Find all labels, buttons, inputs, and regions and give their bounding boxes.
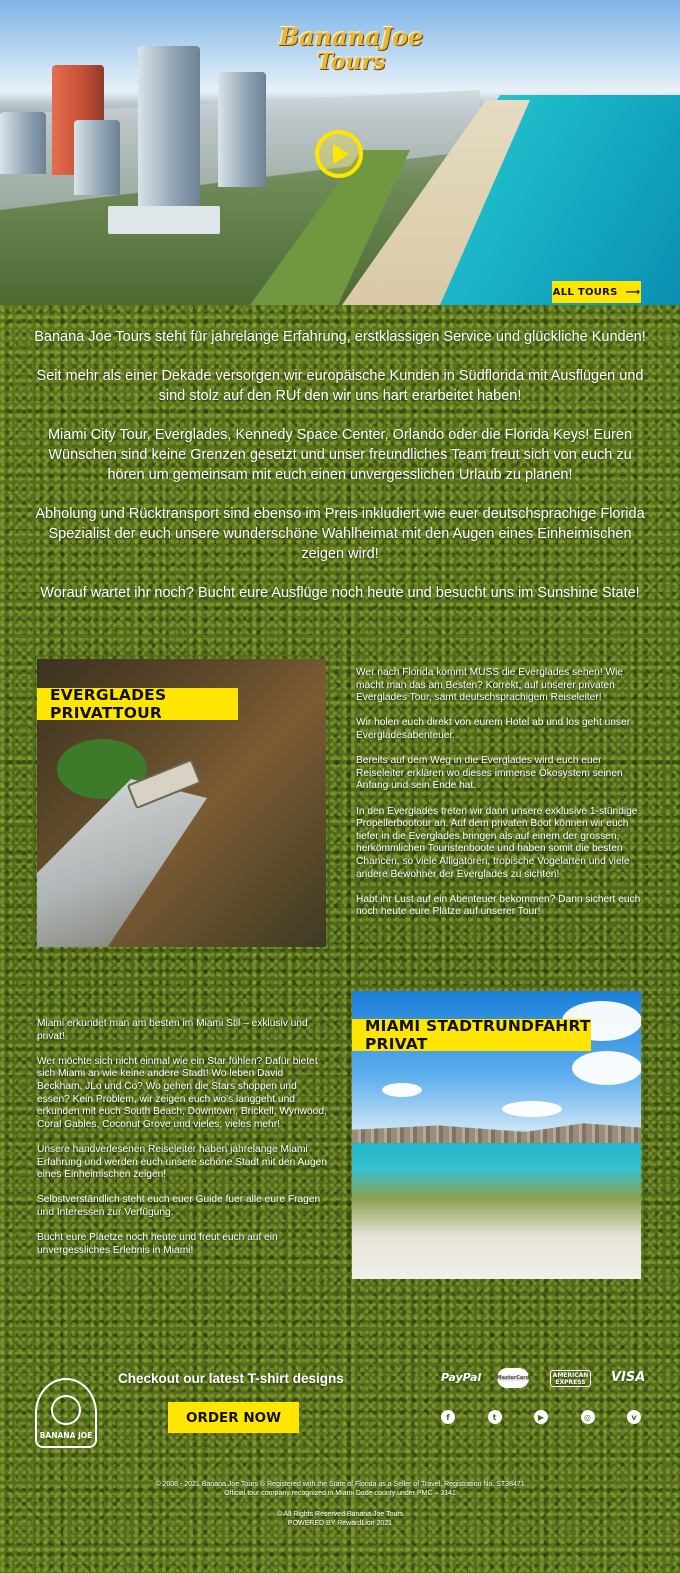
- miami-tour-description: [37, 1018, 327, 1270]
- play-icon: [333, 144, 349, 164]
- copyright-notice: [190, 1510, 490, 1528]
- mastercard-logo: MasterCard: [497, 1368, 529, 1388]
- hero-building: [74, 120, 120, 195]
- social-links: [441, 1410, 641, 1424]
- legal-line: © 2008 - 2021 Banana Joe Tours ® Registered with the State of Florida as a Seller of Travel, Registration No. ST38471: [155, 1481, 525, 1488]
- youtube-icon[interactable]: ▶: [534, 1410, 548, 1424]
- intro-paragraph: Banana Joe Tours steht für jahrelange Erfahrung, erstklassigen Service und glückliche Kunden!: [34, 329, 646, 345]
- twitter-icon[interactable]: t: [488, 1410, 502, 1424]
- tour-paragraph: Selbstverständlich steht euch euer Guide fuer alle eure Fragen und Interessen zur Verfügung.: [37, 1194, 321, 1218]
- intro-paragraph: Miami City Tour, Everglades, Kennedy Space Center, Orlando oder die Florida Keys! Euren Wünschen sind keine Grenzen gesetzt und unser freundliches Team freut sich von euch zu hören um gemeinsam mit euch einen unvergesslichen Urlaub zu planen!: [47, 427, 633, 483]
- site-logo[interactable]: [278, 12, 424, 86]
- hero-building-base: [108, 206, 220, 234]
- tour-paragraph: Wer möchte sich nicht einmal wie ein Star fühlen? Dafür bietet sich Miami an wie keine andere Stadt! Wo leben David Beckham, JLo und Co? Wo gehen die Stars shoppen und essen? Kein Problem, wir zeigen euch wo's langgeht und erkunden mit euch South Beach, Downtown, Brickell, Wynwood, Coral Gables, Coconut Grove und vieles, vieles mehr!: [37, 1055, 327, 1130]
- tour-paragraph: In den Everglades treten wir dann unsere exklusive 1-stündige Propellerbootour an. Auf dem privaten Boot können wir euch tiefer in die Everglades bringen als auf einem der grossen, herkömmlichen Touristenboote und haben somit die besten Chancen, so viele Alligatoren, tropische Vogelarten und viele andere Bewohner der Everglades zu sichten!: [356, 805, 638, 880]
- logo-text-line1: BananaJoe: [278, 22, 424, 51]
- tour-paragraph: Bereits auf dem Weg in die Everglades wird euch euer Reiseleiter erklären wo dieses immense Ökosystem seinen Anfang und sein Ende hat.: [356, 755, 623, 792]
- image-skyline: [352, 1121, 641, 1143]
- image-boat-wake: [37, 779, 207, 947]
- vimeo-icon[interactable]: v: [627, 1410, 641, 1424]
- everglades-tour-description: [356, 667, 641, 931]
- all-tours-button[interactable]: [552, 281, 641, 303]
- hero-building: [0, 112, 46, 174]
- tour-paragraph: Unsere handverlesenen Reiseleiter haben jahrelange Miami Erfahrung und werden euch unsere schöne Stadt mit den Augen eines Einheimischen zeigen!: [37, 1143, 327, 1181]
- image-cloud: [572, 1051, 641, 1085]
- video-play-button[interactable]: [315, 130, 363, 178]
- everglades-tour-title[interactable]: EVERGLADES PRIVATTOUR: [37, 688, 238, 720]
- intro-text: [30, 327, 650, 622]
- hero-building: [218, 72, 266, 187]
- intro-paragraph: Seit mehr als einer Dekade versorgen wir europäische Kunden in Südflorida mit Ausflügen und sind stolz auf den RUf den wir uns hart erarbeitet haben!: [36, 368, 644, 404]
- logo-text-line2: Tours: [316, 49, 386, 75]
- tour-paragraph: Bucht eure Plaetze noch heute und freut euch auf ein unvergessliches Erlebnis in Miami!: [37, 1232, 278, 1256]
- amex-logo: AMERICAN EXPRESS: [550, 1370, 591, 1387]
- hero-building: [138, 46, 200, 221]
- tour-paragraph: Habt ihr Lust auf ein Abenteuer bekommen? Dann sichert euch noch heute eure Plätze auf unserer Tour!: [356, 893, 641, 918]
- tour-paragraph: Wer nach Florida kommt MUSS die Everglades sehen! Wie macht man das am Besten? Korrekt, auf unserer privaten Everglades Tour, samt deutschsprachigem Reiseleiter!: [356, 667, 624, 704]
- instagram-icon[interactable]: ◎: [581, 1410, 595, 1424]
- mascot-icon: [51, 1395, 81, 1425]
- paypal-logo: PayPal: [441, 1371, 482, 1384]
- legal-line: Official tour company recognized in Miami Dade county under PMC – 3141: [224, 1490, 456, 1497]
- tour-paragraph: Miami erkundet man am besten im Miami Stil – exklusiv und privat!: [37, 1018, 308, 1042]
- tour-paragraph: Wir holen euch direkt von eurem Hotel ab und los geht unser Evergladesabenteuer.: [356, 717, 631, 741]
- intro-paragraph: Worauf wartet ihr noch? Bucht eure Ausflüge noch heute und besucht uns im Sunshine State!: [40, 585, 640, 601]
- intro-paragraph: Abholung und Rücktransport sind ebenso im Preis inkludiert wie euer deutschsprachige Florida Spezialist der euch unsere wunderschöne Wahlheimat mit den Augen eines Einheimischen zeigen wird!: [35, 506, 645, 562]
- powered-by-link[interactable]: POWERED BY RewardLion 2021: [287, 1520, 393, 1527]
- rights-line: © All Rights Reserved Banana Joe Tours: [276, 1511, 404, 1518]
- image-cloud: [502, 1101, 562, 1117]
- footer-logo-label: BANANA JOE: [39, 1431, 93, 1440]
- visa-logo: VISA: [611, 1370, 646, 1385]
- order-now-button[interactable]: ORDER NOW: [168, 1402, 299, 1433]
- facebook-icon[interactable]: f: [441, 1410, 455, 1424]
- footer-logo[interactable]: [35, 1378, 97, 1448]
- arrow-right-icon: ⟶: [625, 286, 641, 298]
- all-tours-label: ALL TOURS: [552, 286, 618, 298]
- legal-notice: [90, 1480, 590, 1498]
- miami-tour-title[interactable]: MIAMI STADTRUNDFAHRT PRIVAT: [352, 1019, 591, 1051]
- tshirt-heading: Checkout our latest T-shirt designs: [118, 1371, 344, 1386]
- image-cloud: [382, 1083, 422, 1097]
